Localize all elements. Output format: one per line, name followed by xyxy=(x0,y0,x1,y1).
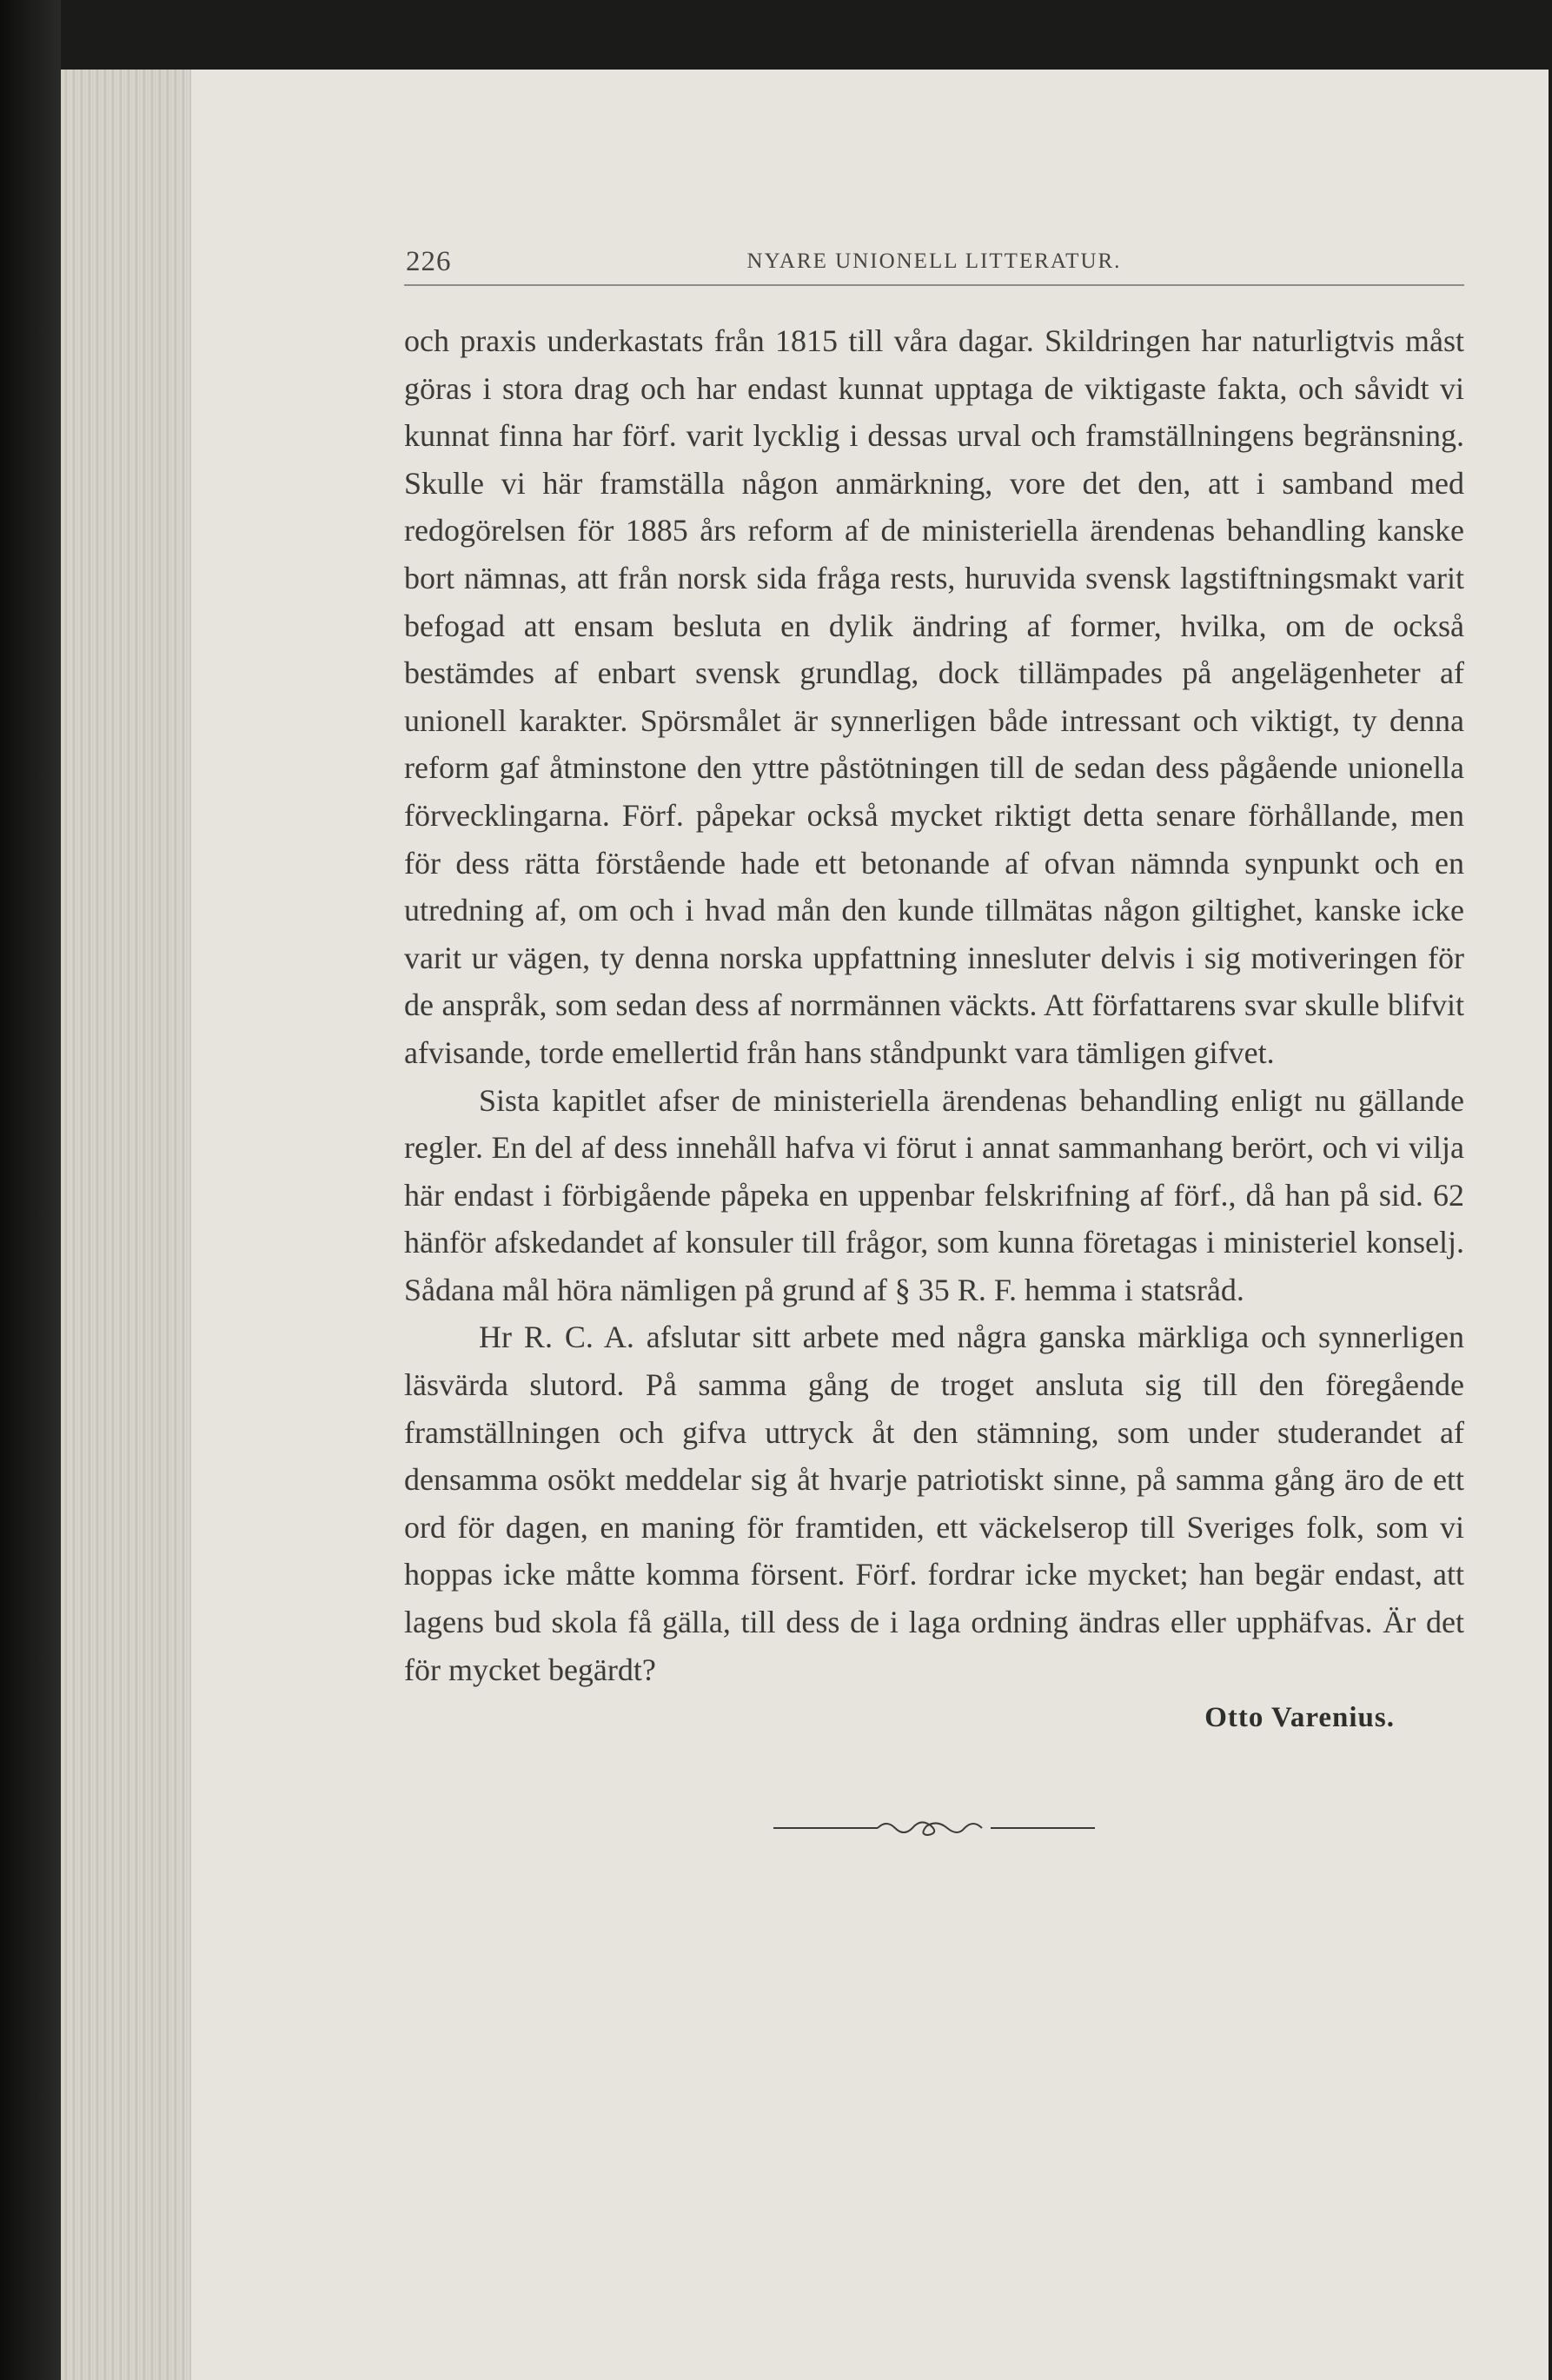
paragraph-1: och praxis underkastats från 1815 till våra dagar. Skildringen har naturligtvis måst göras i stora drag och har endast kunnat upptaga de viktigaste fakta, och såvidt vi kunnat finna har förf. varit lycklig i dessas urval och framställningens begränsning. Skulle vi här framställa någon anmärkning, vore det den, att i samband med redogörelsen för 1885 års reform af de ministeriella ärendenas behandling kanske bort nämnas, att från norsk sida fråga rests, huruvida svensk lagstiftningsmakt varit befogad att ensam besluta en dylik ändring af former, hvilka, om de också bestämdes af enbart svensk grundlag, dock tillämpades på angelägenheter af unionell karakter. Spörsmålet är synnerligen både intressant och viktigt, ty denna reform gaf åtminstone den yttre påstötningen till de sedan dess pågående unionella förvecklingarna. Förf. påpekar också mycket riktigt detta senare förhållande, men för dess rätta förstående hade ett betonande af ofvan nämnda synpunkt och en utredning af, om och i hvad mån den kunde tillmätas någon giltighet, kanske icke varit ur vägen, ty denna norska uppfattning innesluter delvis i sig motiveringen för de anspråk, som sedan dess af norrmännen väckts. Att författarens svar skulle blifvit afvisande, torde emellertid från hans ståndpunkt vara tämligen gifvet. xyxy=(404,323,1464,1070)
page-edges xyxy=(61,70,191,2380)
book-gutter-shadow xyxy=(0,0,61,2380)
paragraph-3: Hr R. C. A. afslutar sitt arbete med några ganska märkliga och synnerligen läsvärda slutord. På samma gång de troget ansluta sig till den föregående framställningen och gifva uttryck åt den stämning, som under studerandet af densamma osökt meddelar sig åt hvarje patriotiskt sinne, på samma gång äro de ett ord för dagen, en maning för framtiden, ett väckelserop till Sveriges folk, som vi hoppas icke måtte komma försent. Förf. fordrar icke mycket; han begär endast, att lagens bud skola få gälla, till dess de i laga ordning ändras eller upphäfvas. Är det för mycket begärdt? xyxy=(404,1320,1464,1687)
page-content xyxy=(404,230,1464,1840)
body-text xyxy=(404,317,1464,1693)
page-number: 226 xyxy=(406,246,452,277)
end-ornament-icon xyxy=(773,1814,1095,1840)
page-header xyxy=(404,230,1464,286)
paragraph-2: Sista kapitlet afser de ministeriella ärendenas behandling enligt nu gällande regler. En del af dess innehåll hafva vi förut i annat sammanhang berört, och vi vilja här endast i förbigående påpeka en uppenbar felskrifning af förf., då han på sid. 62 hänför afskedandet af konsuler till frågor, som kunna företagas i ministeriel konselj. Sådana mål höra nämligen på grund af § 35 R. F. hemma i statsråd. xyxy=(404,1082,1464,1307)
running-title: NYARE UNIONELL LITTERATUR. xyxy=(746,249,1122,273)
author-signature: Otto Varenius. xyxy=(1204,1702,1395,1734)
